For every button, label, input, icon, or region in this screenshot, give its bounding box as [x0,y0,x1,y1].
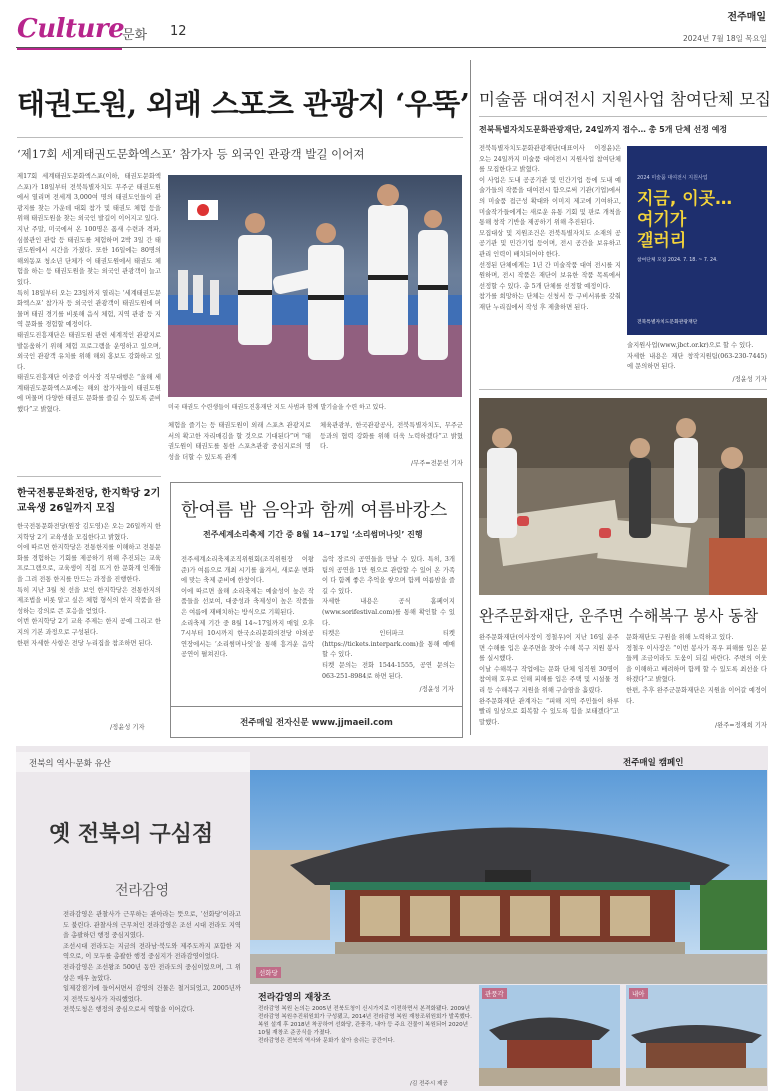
poster-title-3: 갤러리 [637,231,687,251]
craft-byline: /정윤성 기자 [110,724,145,731]
campaign-label: 전주매일 캠페인 [623,758,684,768]
photo-tag-gwanpunggak: 관풍각 [482,988,507,999]
craft-story-body: 한국전통문화전당(원장 김도영)은 오는 26일까지 한지학당 2기 교육생을 모집한다고 밝혔다. 이에 따르면 한지학당은 전통한지를 이해하고 전통문화를 경험하는 기회를 제공하기 위해 추진되는 교육 프로그램으로, 교육생이 직접 뜨거 한 문화계 인재들을 그려 전통 한지를 만드는 과정을 진행한다. 특히 지난 3월 첫 선을 보인 한지학당은 전통한지의 제조법을 비롯 알고 싶은 체험 형식의 한지 작품을 완성하는 강의로 큰 호응을 얻었다. 이번 한지학당 2기 교육 주제는 한지 공예 그리고 한지의 기본 과정으로 구성된다. 한편 자세한 사항은 전당 누리집을 참조하면 된다. [17,523,161,647]
campaign-body: 전라감영은 관찰사가 근무하는 관아라는 뜻으로, ‘선화당’이라고도 불린다. 관찰사의 근무처인 전라감영은 조선 시대 전라도 지역을 총괄하던 행정 중심지였다. 조선시대 전라도는 지금의 전라남·북도와 제주도까지 포함한 지역으로, 이 모두를 총괄한 행정 중심지가 전라감영이었다. 전라감영은 조선왕조 500년 동안 전라도의 중심이었으며, 그 위상은 매우 높았다. 일제강점기에 들어서면서 감영의 건물은 철거되었고, 2005년까지 전북도청사가 자리했었다. 전북도청은 행정의 중심으로서 역할을 이어갔다. [63,911,241,1014]
divider [17,476,161,477]
column-divider [470,60,471,735]
photo-tag-naea: 내아 [629,988,648,999]
photo-caption: 미국 태권도 수련생들이 태권도진흥재단 지도 사범과 함께 발기술을 수련 하고 있다. [168,404,387,411]
masthead: 전주매일 [727,12,766,23]
main-story-col1: 제17회 세계태권도문화엑스포(이하, 태권도문화엑스포)가 18일부터 전북특별자치도 무주군 태권도원에서 열리며 전세계 3,000여 명의 태권도인들이 관광지를 찾는 가운데 대회 참가 및 태권도 체험 등을 위해 태권도원을 찾는 외국인 발길이 이어지고 있다. 지난 주말, 미국에서 온 100명은 폼새 수련과 격파, 심볼관인 관람 등 태권도를 체험하며 2박 3일 간 태권도원에서 시간을 가졌다. 또한 16일에는 80명의 해외동포 청소년 단체가 이 태권도원에서 태권도 체험을 하는 등 태권도원을 찾는 외국인 관광객이 늘고 있다. 특히 18일부터 오는 23일까지 열리는 ‘세계태권도문화엑스포’ 참가자 등 외국인 관광객이 태권도원에 머물며 태권 경기를 비롯해 음식 체험, 지역 관광 등 지역 문화를 경험할 예정이다. 태권도진흥재단은 태권도원 관련 세계적인 관광지로 발돋움하기 위해 체험 프로그램을 운영하고 있으며, 외국인 관광객 유치를 위해 해외 홍보도 강화하고 있다. 태권도진흥재단 이중감 이사장 직무대행은 “올해 세계태권도문화엑스포에는 해외 참가자들이 태권도원에 머물며 다양한 태권도 문화를 즐길 수 있도록 준비했다”고 밝혔다. [17,173,161,414]
campaign-building-name: 전라감영 [115,883,170,899]
gwanpunggak-illustration [479,985,620,1086]
header-divider [16,47,766,48]
main-subhead: ‘제17회 세계태권도문화엑스포’ 참가자 등 외국인 관광객 발길 이어져 [17,147,365,161]
summer-subhead: 전주세계소리축제 기간 중 8월 14~17일 ‘소리썸머나잇’ 진행 [203,530,423,539]
poster-info: 참여단체 모집 2024. 7. 18. ~ 7. 24. [637,258,718,263]
gwanpunggak-photo [479,985,620,1086]
section-name: 문화 [122,28,148,43]
divider [479,389,767,390]
poster-title-2: 여기가 [637,210,687,230]
poster-footer: 전북특별자치도문화관광재단 [637,320,698,325]
issue-date: 2024년 7월 18일 목요일 [682,34,767,43]
art-headline: 미술품 대여전시 지원사업 참여단체 모집 [479,90,771,109]
seonhwadang-illustration [250,770,767,984]
campaign-title: 옛 전북의 구심점 [49,821,214,847]
volunteer-col1: 완주문화재단(이사장이 정철우)이 지난 16일 운주면 수해를 입은 운주면을 찾아 수해 복구 지원 봉사를 실시했다. 이날 수해복구 작업에는 문화 단체 임직원 30명이 참여해 호우로 인해 피해를 입은 주택 및 시설물 정리 등 수해복구 지원을 위해 구슬땀을 흘렸다. 완주문화재단 관계자는 “피해 지역 주민들이 하루빨리 일상으로 회복할 수 있도록 힘을 보태겠다”고 말했다. [479,634,619,726]
reconstruction-title: 전라감영의 재창조 [258,993,331,1003]
summer-headline: 한여름 밤 음악과 함께 여름바캉스 [181,500,448,521]
art-byline: /정윤성 기자 [732,376,767,383]
taekwondo-photo [168,175,462,397]
art-story-tail: 술지원사업(www.jbct.or.kr)으로 할 수 있다. 자세한 내용은 재단 창작지원팀(063-230-7445)에 문의하면 된다. [627,342,767,371]
divider [17,137,463,138]
art-poster [627,146,767,335]
main-byline: /무주=전문선 기자 [411,460,463,467]
photo-tag-seonhwadang: 선화당 [256,967,281,978]
e-paper-banner[interactable]: 전주매일 전자신문 www.jjmaeil.com [170,706,463,738]
volunteer-byline: /완주=정재희 기자 [715,722,767,729]
main-headline: 태권도원, 외래 스포츠 관광지 ‘우뚝’ [17,87,470,121]
seonhwadang-photo [250,770,767,984]
volunteer-headline: 완주문화재단, 운주면 수해복구 봉사 동참 [479,607,759,625]
summer-col2: 음악 장르의 공연들을 만날 수 있다. 특히, 3개 팀의 공연을 1만 원으로 관람할 수 있어 온 가족이 다 함께 좋은 추억을 쌓으며 함께 여름밤을 즐길 수 있다. 자세한 내용은 공식 홈페이지(www.sorifestival.com)를 통해 확인할 수 있다. 티켓은 인터파크 티켓(https://tickets.interpark.com)을 통해 예매할 수 있다. 티켓 문의는 전화 1544-1555, 공연 문의는 063-251-8984로 하면 된다. [322,556,455,680]
volunteer-illustration [479,398,767,595]
naea-photo [626,985,767,1086]
section-logo: Culture [17,14,125,44]
craft-headline: 한국전통문화전당, 한지학당 2기 교육생 26일까지 모집 [17,488,161,514]
poster-title-1: 지금, 이곳… [637,189,733,209]
summer-byline: /정윤성 기자 [419,686,454,693]
page-number: 12 [170,24,187,39]
poster-top-label: 2024 미술품 대여전시 지원사업 [637,175,708,181]
art-story-body: 전북특별자치도문화관광재단(대표이사 이경윤)은 오는 24일까지 미술품 대여전시 지원사업 참여단체를 모집한다고 밝혔다. 이 사업은 도내 공공기관 및 민간기업 등에 도내 예술가들의 작품을 대여전시 함으로써 기관(기업)에서의 미술품 접근성 확대와 이미지 제고에 기여하고, 미술작가들에게는 새로운 유통 기회 및 판로 개척을 통해 창작 기반을 제공하기 위해 추진된다. 모집대상 및 지원조건은 전북특별자치도 소재의 공공기관 및 민간기업 등이며, 전시 공간을 보유하고 관리 인력이 배치되어야 한다. 선정된 단체에게는 1년 간 미술작품 대여 전시를 지원하며, 전시 작품은 재단이 보유한 작품 목록에서 선정할 수 있다. 총 5개 단체를 선정할 예정이다. 참가를 희망하는 단체는 신청서 등 구비서류를 갖춰 재단 누리집에서 작성 후 제출하면 된다. [479,145,621,311]
art-subhead: 전북특별자치도문화관광재단, 24일까지 접수… 총 5개 단체 선정 예정 [479,125,728,134]
reconstruction-byline: /김 전주시 제공 [410,1081,448,1087]
divider [479,116,767,117]
main-story-col2: 체험을 즐기는 등 태권도원이 외래 스포츠 관광지로서의 확고한 자리매김을 할 것으로 기대된다”며 “태권도원이 태권도를 통한 스포츠관광 중심지로의 명성을 더할 수 있도록 관계 [168,422,311,461]
naea-illustration [626,985,767,1086]
header-accent [17,48,122,50]
reconstruction-body: 전라감영 복원 논의는 2005년 전북도청이 신시가지로 이전하면서 본격화됐다. 2009년 전라감영 복원추진위원회가 구성됐고, 2014년 전라감영 복원 재창조위원회가 발족했다. 복원 설계 후 2018년 착공하여 선화당, 관풍각, 내아 등 주요 건물이 복원되어 2020년 10월 재창조 준공식을 가졌다. 전라감영은 전북의 역사와 문화가 살아 숨쉬는 공간이다. [258,1006,472,1044]
taekwondo-illustration [168,175,462,397]
campaign-tag: 전북의 역사·문화 유산 [29,759,112,769]
volunteer-col2: 문화재단도 구원을 위해 노력하고 있다. 정철우 이사장은 “이번 봉사가 폭우 피해를 입은 분들께 조금이라도 도움이 되길 바란다. 주변의 이웃을 이해하고 배려하며 함께 할 수 있도록 최선을 다하겠다”고 밝혔다. 한편, 추후 완주군문화재단은 지원을 이어갈 예정이다. [626,634,767,705]
summer-col1: 전주세계소리축제조직위원회(조직위원장 이왕준)가 여름으로 개최 시기를 옮겨서, 새로운 변화에 맞는 축제 준비에 한창이다. 이에 따르면 올해 소리축제는 예술성이 높은 작품들을 선보여, 대중성과 축제성이 높은 작품들은 여름에 재배치하는 방식으로 기획된다. 소리축제 기간 중 8월 14~17일까지 매일 오후 7시부터 10시까지 한국소리문화의전당 야외공연장에서는 ‘소리썸머나잇’을 통해 흥겨운 음악 공연이 펼쳐진다. [181,556,314,659]
main-story-col3: 체육관광부, 한국관광공사, 전북특별자치도, 무주군 등과의 협력 강화를 위해 더욱 노력하겠다”고 밝혔다. [320,422,466,451]
volunteer-photo [479,398,767,595]
